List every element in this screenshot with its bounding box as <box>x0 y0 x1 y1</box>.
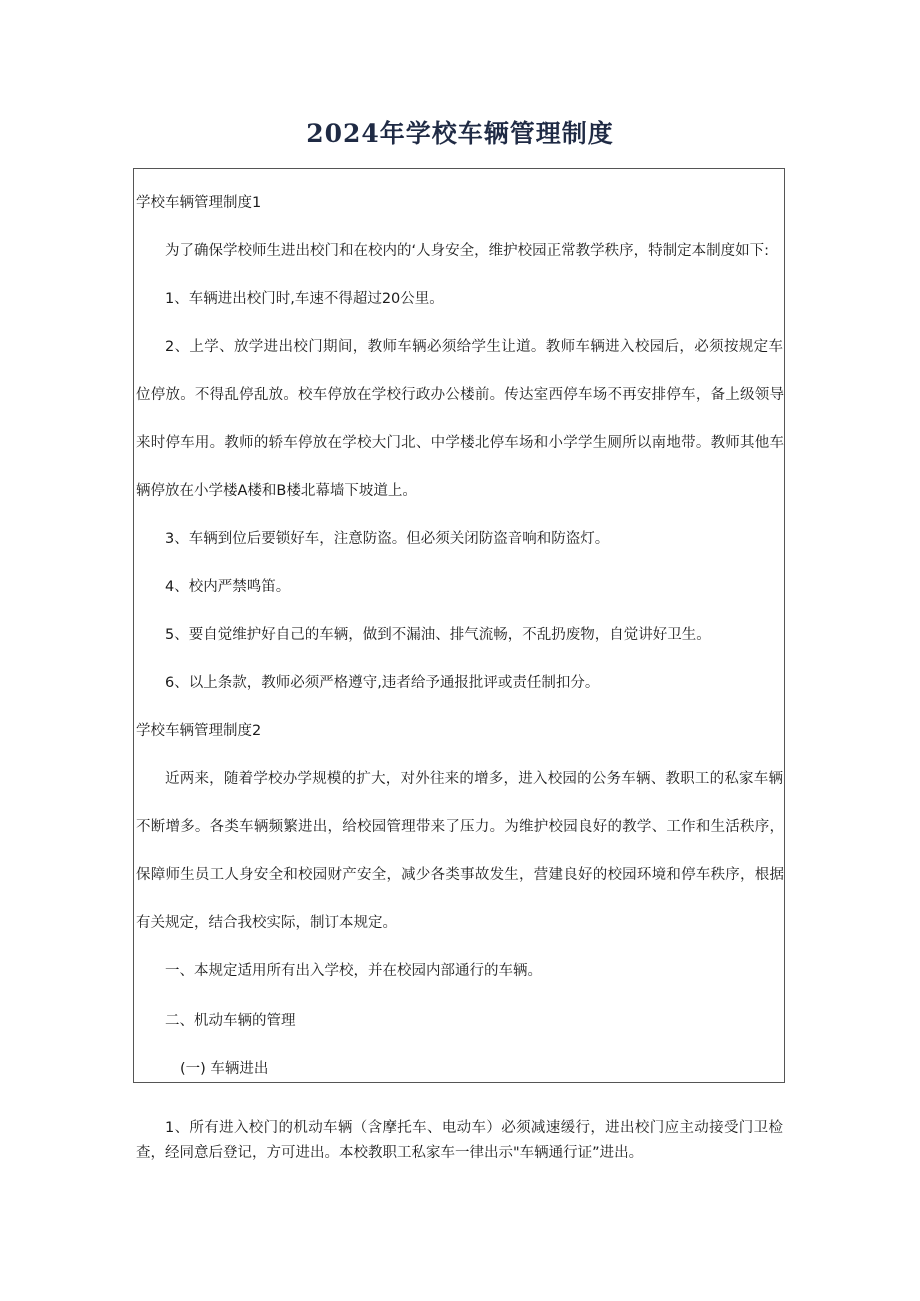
s1-item-5: 5、要自觉维护好自己的车辆，做到不漏油、排气流畅，不乱扔废物，自觉讲好卫生。 <box>165 627 711 643</box>
s1-item-2-line-3: 来时停车用。教师的轿车停放在学校大门北、中学楼北停车场和小学学生厕所以南地带。教师其他车 <box>136 435 784 451</box>
s2-intro-line-2: 不断增多。各类车辆频繁进出，给校园管理带来了压力。为维护校园良好的教学、工作和生活秩序， <box>136 819 784 835</box>
section-heading-1: 学校车辆管理制度1 <box>136 195 262 211</box>
s1-intro: 为了确保学校师生进出校门和在校内的‘人身安全，维护校园正常教学秩序，特制定本制度如下: <box>165 243 769 259</box>
outside-para-line-2: 查，经同意后登记，方可进出。本校教职工私家车一律出示"车辆通行证”进出。 <box>136 1145 644 1161</box>
s1-item-2-line-4: 辆停放在小学楼A楼和B楼北幕墙下坡道上。 <box>136 483 417 499</box>
s2-rule-2-sub-1: (一) 车辆进出 <box>180 1061 269 1077</box>
s1-item-2-line-1: 2、上学、放学进出校门期间，教师车辆必须给学生让道。教师车辆进入校园后，必须按规定车 <box>165 339 783 355</box>
document-title: 2024年学校车辆管理制度 <box>306 119 614 148</box>
s1-item-3: 3、车辆到位后要锁好车，注意防盗。但必须关闭防盗音响和防盗灯。 <box>165 531 610 547</box>
outside-para-line-1: 1、所有进入校门的机动车辆（含摩托车、电动车）必须减速缓行，进出校门应主动接受门卫检 <box>165 1120 783 1136</box>
s1-item-6: 6、以上条款，教师必须严格遵守,违者给予通报批评或责任制扣分。 <box>165 675 600 691</box>
s2-intro-line-3: 保障师生员工人身安全和校园财产安全，减少各类事故发生，营建良好的校园环境和停车秩序，根据 <box>136 867 784 883</box>
s2-intro-line-4: 有关规定，结合我校实际，制订本规定。 <box>136 915 397 931</box>
s1-item-4: 4、校内严禁鸣笛。 <box>165 579 291 595</box>
s1-item-1: 1、车辆进出校门时,车速不得超过20公里。 <box>165 291 444 307</box>
s2-rule-1: 一、本规定适用所有出入学校，并在校园内部通行的车辆。 <box>165 963 542 979</box>
s1-item-2-line-2: 位停放。不得乱停乱放。校车停放在学校行政办公楼前。传达室西停车场不再安排停车，备上级领导 <box>136 387 784 403</box>
s2-rule-2: 二、机动车辆的管理 <box>165 1013 296 1029</box>
s2-intro-line-1: 近两来，随着学校办学规模的扩大，对外往来的增多，进入校园的公务车辆、教职工的私家车辆 <box>165 771 783 787</box>
section-heading-2: 学校车辆管理制度2 <box>136 723 262 739</box>
